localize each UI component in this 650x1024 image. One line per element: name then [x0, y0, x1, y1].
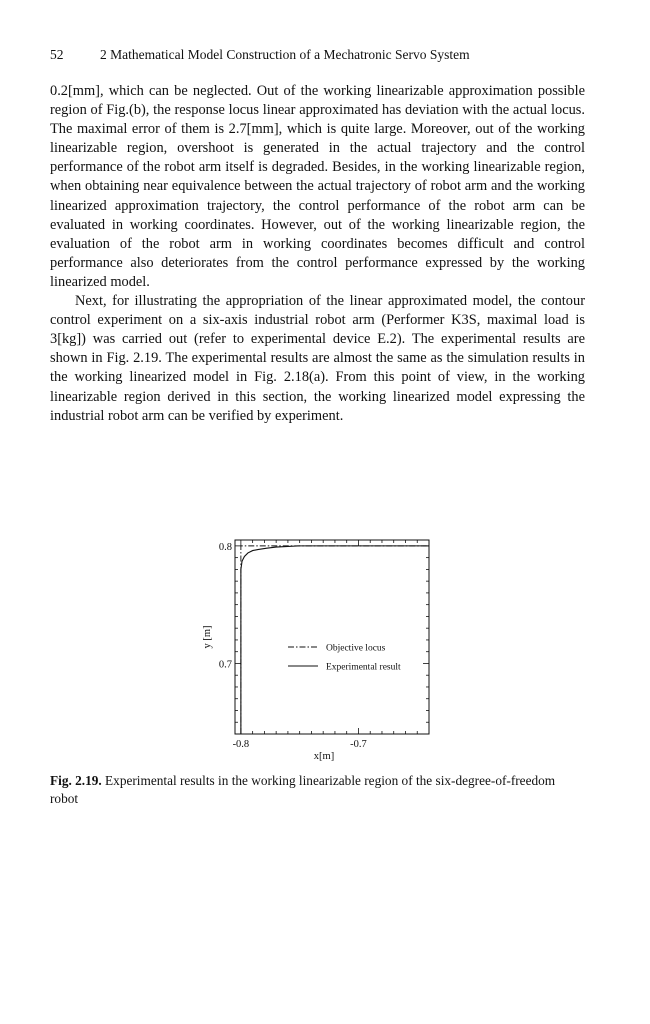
x-axis-label: x[m] — [313, 751, 335, 762]
page-number: 52 — [50, 47, 64, 62]
x-tick-label: -0.7 — [350, 739, 367, 750]
plot-frame — [235, 540, 429, 734]
figure-caption — [50, 772, 585, 808]
caption-text: Experimental results in the working linearizable region of the six-degree-of-freedom robot — [50, 773, 556, 806]
body-text — [50, 82, 585, 426]
legend-label: Objective locus — [326, 643, 386, 654]
series-line-experimental-result — [241, 546, 429, 734]
page-header — [50, 47, 585, 63]
x-tick-label: -0.8 — [232, 739, 250, 750]
series-line-objective-locus — [241, 546, 429, 734]
y-tick-label: 0.7 — [218, 659, 232, 671]
chart — [190, 530, 450, 770]
y-axis-label: y [m] — [202, 625, 213, 649]
y-tick-label: 0.8 — [218, 541, 232, 553]
paragraph: Next, for illustrating the appropriation of the linear approximated model, the contour control experiment on a six-axis industrial robot arm (Performer K3S, maximal load is 3[kg]) was carried out (refer to experimental device E.2). The experimental results are shown in Fig. 2.19. The experimental results are almost the same as the simulation results in the working linearized model in Fig. 2.18(a). From this point of view, in the working linearizable region derived in this section, the working linearized model expressing the industrial robot arm can be verified by experiment. — [50, 293, 585, 424]
figure-2-19 — [190, 530, 450, 770]
caption-label: Fig. 2.19. — [50, 773, 102, 788]
legend-label: Experimental result — [326, 662, 401, 673]
running-title: 2 Mathematical Model Construction of a Mechatronic Servo System — [100, 47, 470, 62]
paragraph: 0.2[mm], which can be neglected. Out of the working linearizable approximation possible region of Fig.(b), the response locus linear approximated has deviation with the actual locus. The maximal error of them is 2.7[mm], which is quite large. Moreover, out of the working linearizable region, overshoot is generated in the actual trajectory and the control performance of the robot arm itself is degraded. Besides, in the working linearizable region, when obtaining near equivalence between the actual trajectory of robot arm and the working linearized approximation trajectory, the control performance of the robot arm can be evaluated in working coordinates. However, out of the working linearizable region, the evaluation of the robot arm in working coordinates becomes difficult and control performance also deteriorates from the control performance expressed by the working linearized model. — [50, 83, 585, 290]
